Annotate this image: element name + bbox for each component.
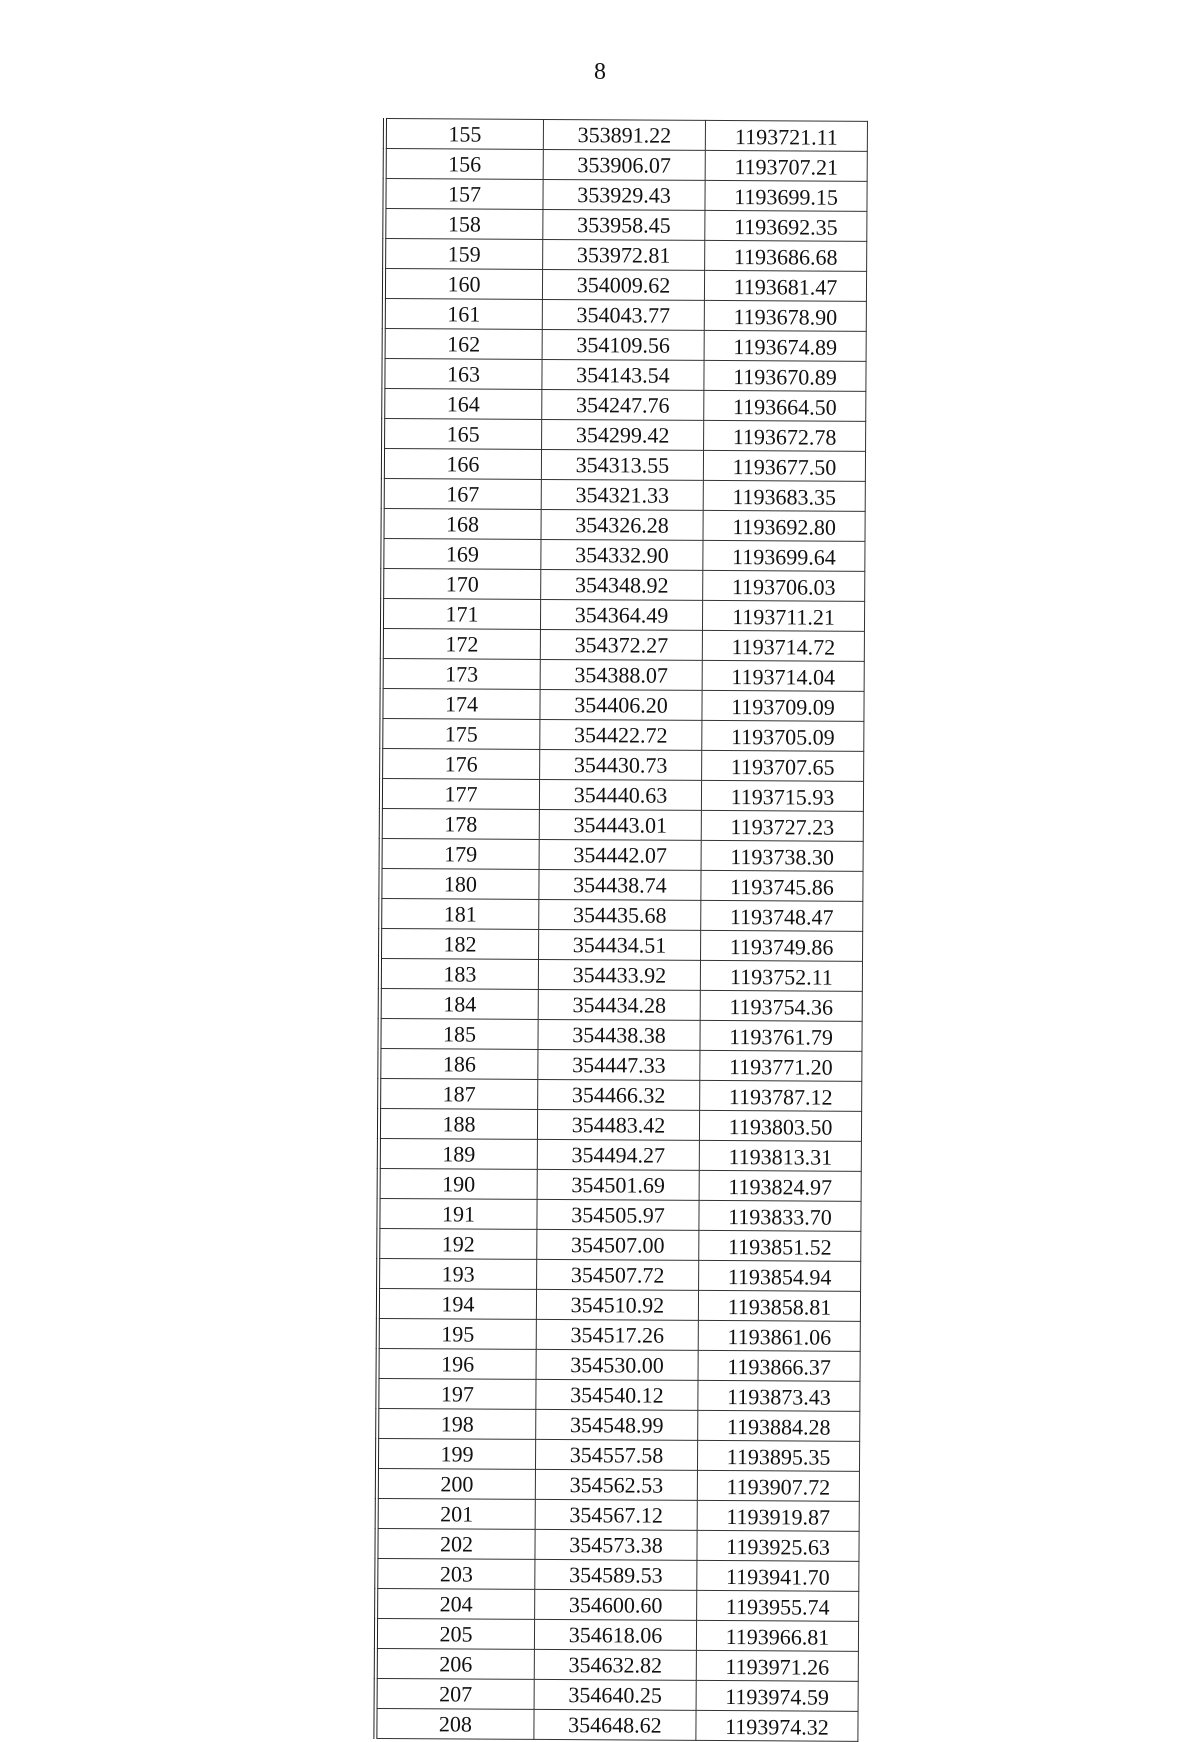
y-coordinate-cell: 1193745.86 [701,870,863,901]
x-coordinate-cell: 354326.28 [541,509,703,540]
table-row [383,449,866,482]
y-coordinate-cell: 1193907.72 [697,1470,859,1501]
y-coordinate-cell: 1193754.36 [700,990,862,1021]
x-coordinate-cell: 354406.20 [540,689,702,720]
x-coordinate-cell: 354440.63 [539,779,701,810]
point-number-cell: 187 [379,1078,538,1109]
table-row [377,1438,860,1471]
x-coordinate-cell: 354573.38 [535,1529,697,1560]
point-number-cell: 196 [378,1348,537,1379]
table-row [385,149,868,182]
x-coordinate-cell: 354438.74 [539,869,701,900]
y-coordinate-cell: 1193851.52 [699,1230,861,1261]
table-row [384,269,867,302]
x-coordinate-cell: 354632.82 [534,1649,696,1680]
table-row [378,1348,861,1381]
point-number-cell: 186 [379,1048,538,1079]
table-row [379,1168,862,1201]
y-coordinate-cell: 1193787.12 [700,1080,862,1111]
point-number-cell: 197 [377,1378,536,1409]
table-row [377,1468,860,1501]
y-coordinate-cell: 1193677.50 [703,450,865,481]
point-number-cell: 191 [378,1198,537,1229]
table-row [380,958,863,991]
x-coordinate-cell: 354299.42 [542,419,704,450]
x-coordinate-cell: 354435.68 [539,899,701,930]
x-coordinate-cell: 354517.26 [536,1319,698,1350]
table-row [379,1108,862,1141]
x-coordinate-cell: 354109.56 [542,329,704,360]
y-coordinate-cell: 1193727.23 [701,810,863,841]
table-row [378,1258,861,1291]
y-coordinate-cell: 1193858.81 [698,1290,860,1321]
y-coordinate-cell: 1193664.50 [704,390,866,421]
point-number-cell: 163 [383,359,542,390]
y-coordinate-cell: 1193711.21 [702,600,864,631]
y-coordinate-cell: 1193705.09 [702,720,864,751]
y-coordinate-cell: 1193752.11 [700,960,862,991]
table-row [377,1408,860,1441]
x-coordinate-cell: 354043.77 [542,299,704,330]
x-coordinate-cell: 354505.97 [537,1199,699,1230]
table-row [384,179,867,212]
table-row [379,1048,862,1081]
table-row [384,299,867,332]
x-coordinate-cell: 354648.62 [534,1709,696,1740]
y-coordinate-cell: 1193707.21 [705,150,867,181]
table-row [381,749,864,782]
page-number: 8 [594,59,606,85]
y-coordinate-cell: 1193721.11 [705,120,867,151]
table-row [382,539,865,572]
y-coordinate-cell: 1193919.87 [697,1500,859,1531]
y-coordinate-cell: 1193813.31 [699,1140,861,1171]
x-coordinate-cell: 354388.07 [540,659,702,690]
y-coordinate-cell: 1193699.15 [705,180,867,211]
x-coordinate-cell: 354247.76 [542,389,704,420]
y-coordinate-cell: 1193670.89 [704,360,866,391]
point-number-cell: 183 [380,958,539,989]
y-coordinate-cell: 1193873.43 [698,1380,860,1411]
point-number-cell: 170 [382,569,541,600]
point-number-cell: 165 [383,419,542,450]
point-number-cell: 159 [384,239,543,270]
x-coordinate-cell: 353891.22 [543,119,705,150]
table-row [384,239,867,272]
y-coordinate-cell: 1193749.86 [701,930,863,961]
x-coordinate-cell: 354510.92 [536,1289,698,1320]
y-coordinate-cell: 1193692.80 [703,510,865,541]
y-coordinate-cell: 1193803.50 [699,1110,861,1141]
y-coordinate-cell: 1193824.97 [699,1170,861,1201]
point-number-cell: 190 [379,1168,538,1199]
table-row [376,1648,859,1681]
point-number-cell: 208 [375,1708,534,1739]
table-row [383,359,866,392]
y-coordinate-cell: 1193925.63 [697,1530,859,1561]
point-number-cell: 185 [379,1018,538,1049]
y-coordinate-cell: 1193761.79 [700,1020,862,1051]
table-row [378,1318,861,1351]
x-coordinate-cell: 354447.33 [538,1049,700,1080]
y-coordinate-cell: 1193672.78 [704,420,866,451]
y-coordinate-cell: 1193706.03 [703,570,865,601]
table-row [382,629,865,662]
table-row [376,1618,859,1651]
x-coordinate-cell: 354438.38 [538,1019,700,1050]
y-coordinate-cell: 1193714.04 [702,660,864,691]
point-number-cell: 171 [382,599,541,630]
point-number-cell: 199 [377,1438,536,1469]
table-row [377,1378,860,1411]
point-number-cell: 166 [383,449,542,480]
x-coordinate-cell: 354640.25 [534,1679,696,1710]
x-coordinate-cell: 353929.43 [543,179,705,210]
point-number-cell: 172 [382,629,541,660]
x-coordinate-cell: 354422.72 [540,719,702,750]
table-row [380,988,863,1021]
point-number-cell: 155 [385,119,544,150]
x-coordinate-cell: 354009.62 [542,269,704,300]
y-coordinate-cell: 1193674.89 [704,330,866,361]
x-coordinate-cell: 354332.90 [541,539,703,570]
y-coordinate-cell: 1193686.68 [705,240,867,271]
x-coordinate-cell: 354548.99 [536,1409,698,1440]
point-number-cell: 156 [385,149,544,180]
point-number-cell: 180 [380,868,539,899]
y-coordinate-cell: 1193861.06 [698,1320,860,1351]
y-coordinate-cell: 1193681.47 [704,270,866,301]
x-coordinate-cell: 354442.07 [539,839,701,870]
point-number-cell: 188 [379,1108,538,1139]
y-coordinate-cell: 1193714.72 [702,630,864,661]
y-coordinate-cell: 1193884.28 [698,1410,860,1441]
x-coordinate-cell: 354434.28 [538,989,700,1020]
table-row [377,1498,860,1531]
y-coordinate-cell: 1193748.47 [701,900,863,931]
point-number-cell: 162 [384,329,543,360]
point-number-cell: 203 [376,1558,535,1589]
table-row [384,209,867,242]
x-coordinate-cell: 354313.55 [541,449,703,480]
y-coordinate-cell: 1193738.30 [701,840,863,871]
point-number-cell: 167 [383,479,542,510]
x-coordinate-cell: 354507.72 [537,1259,699,1290]
point-number-cell: 202 [376,1528,535,1559]
table-row [381,838,864,871]
point-number-cell: 207 [376,1678,535,1709]
x-coordinate-cell: 354443.01 [539,809,701,840]
x-coordinate-cell: 354494.27 [537,1139,699,1170]
y-coordinate-cell: 1193678.90 [704,300,866,331]
y-coordinate-cell: 1193895.35 [697,1440,859,1471]
x-coordinate-cell: 354143.54 [542,359,704,390]
x-coordinate-cell: 354434.51 [539,929,701,960]
x-coordinate-cell: 354507.00 [537,1229,699,1260]
coordinates-table [373,118,868,1742]
y-coordinate-cell: 1193699.64 [703,540,865,571]
point-number-cell: 179 [381,838,540,869]
table-row [380,898,863,931]
x-coordinate-cell: 354600.60 [535,1589,697,1620]
table-row [382,599,865,632]
point-number-cell: 160 [384,269,543,300]
table-row [376,1558,859,1591]
table-row [380,928,863,961]
point-number-cell: 174 [381,689,540,720]
table-row [376,1678,859,1711]
point-number-cell: 176 [381,749,540,780]
y-coordinate-cell: 1193707.65 [702,750,864,781]
x-coordinate-cell: 354589.53 [535,1559,697,1590]
y-coordinate-cell: 1193974.59 [696,1680,858,1711]
table-row [378,1198,861,1231]
table-row [383,479,866,512]
table-row [382,659,865,692]
table-row [383,419,866,452]
table-row [376,1588,859,1621]
y-coordinate-cell: 1193854.94 [699,1260,861,1291]
table-row [381,779,864,812]
x-coordinate-cell: 354466.32 [538,1079,700,1110]
x-coordinate-cell: 353906.07 [543,149,705,180]
x-coordinate-cell: 354348.92 [541,569,703,600]
table-row [378,1288,861,1321]
point-number-cell: 175 [381,719,540,750]
y-coordinate-cell: 1193715.93 [701,780,863,811]
point-number-cell: 205 [376,1618,535,1649]
point-number-cell: 158 [384,209,543,240]
y-coordinate-cell: 1193974.32 [696,1710,858,1741]
table-row [382,569,865,602]
table-row [385,119,868,152]
point-number-cell: 178 [381,808,540,839]
x-coordinate-cell: 354433.92 [538,959,700,990]
table-row [381,689,864,722]
x-coordinate-cell: 354501.69 [537,1169,699,1200]
point-number-cell: 157 [384,179,543,210]
y-coordinate-cell: 1193709.09 [702,690,864,721]
y-coordinate-cell: 1193941.70 [697,1560,859,1591]
table-row [381,808,864,841]
point-number-cell: 182 [380,928,539,959]
point-number-cell: 206 [376,1648,535,1679]
point-number-cell: 173 [382,659,541,690]
point-number-cell: 189 [379,1138,538,1169]
point-number-cell: 204 [376,1588,535,1619]
point-number-cell: 201 [377,1498,536,1529]
y-coordinate-cell: 1193866.37 [698,1350,860,1381]
point-number-cell: 195 [378,1318,537,1349]
table-row [376,1528,859,1561]
point-number-cell: 161 [384,299,543,330]
table-row [379,1018,862,1051]
point-number-cell: 193 [378,1258,537,1289]
point-number-cell: 168 [383,509,542,540]
y-coordinate-cell: 1193683.35 [703,480,865,511]
table-row [375,1708,858,1741]
x-coordinate-cell: 354321.33 [541,479,703,510]
y-coordinate-cell: 1193771.20 [700,1050,862,1081]
point-number-cell: 184 [380,988,539,1019]
x-coordinate-cell: 354430.73 [540,749,702,780]
table-row [383,509,866,542]
x-coordinate-cell: 354562.53 [535,1469,697,1500]
table-row [380,868,863,901]
table-row [379,1078,862,1111]
y-coordinate-cell: 1193833.70 [699,1200,861,1231]
x-coordinate-cell: 353958.45 [543,209,705,240]
table-row [379,1138,862,1171]
table-row [378,1228,861,1261]
x-coordinate-cell: 354483.42 [537,1109,699,1140]
table-row [384,329,867,362]
table-row [381,719,864,752]
x-coordinate-cell: 353972.81 [543,239,705,270]
point-number-cell: 194 [378,1288,537,1319]
point-number-cell: 181 [380,898,539,929]
x-coordinate-cell: 354567.12 [535,1499,697,1530]
point-number-cell: 164 [383,389,542,420]
table-row [383,389,866,422]
x-coordinate-cell: 354557.58 [535,1439,697,1470]
point-number-cell: 198 [377,1408,536,1439]
x-coordinate-cell: 354540.12 [536,1379,698,1410]
coordinates-table-body [375,119,867,1742]
x-coordinate-cell: 354372.27 [540,629,702,660]
point-number-cell: 169 [382,539,541,570]
y-coordinate-cell: 1193692.35 [705,210,867,241]
point-number-cell: 200 [377,1468,536,1499]
y-coordinate-cell: 1193971.26 [696,1650,858,1681]
x-coordinate-cell: 354618.06 [534,1619,696,1650]
point-number-cell: 177 [381,779,540,810]
y-coordinate-cell: 1193955.74 [697,1590,859,1621]
x-coordinate-cell: 354364.49 [540,599,702,630]
point-number-cell: 192 [378,1228,537,1259]
y-coordinate-cell: 1193966.81 [696,1620,858,1651]
x-coordinate-cell: 354530.00 [536,1349,698,1380]
